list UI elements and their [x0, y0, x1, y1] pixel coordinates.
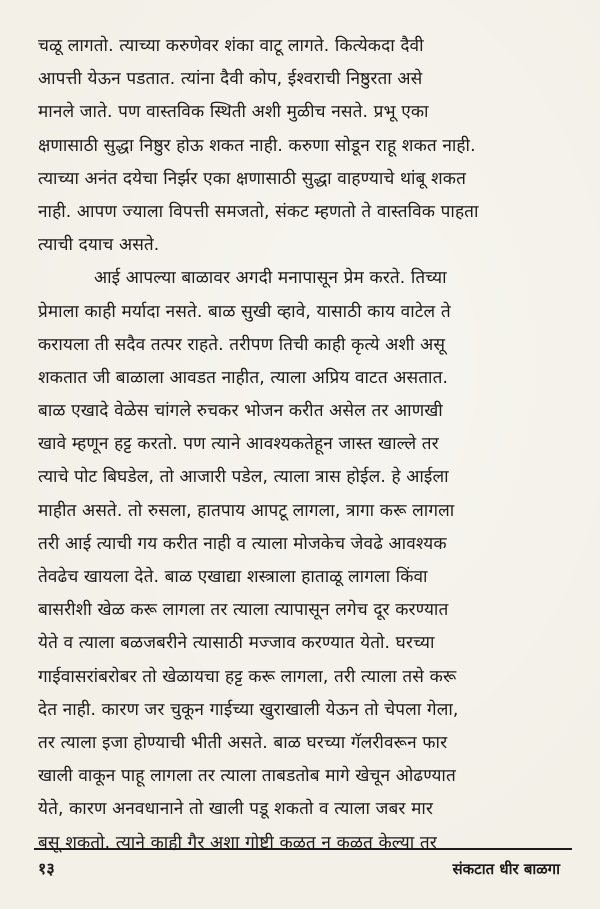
- text-line: आपत्ती येऊन पडतात. त्यांना दैवी कोप, ईश्वराची निष्ठुरता असे: [38, 69, 423, 90]
- text-line: बासरीशी खेळ करू लागला तर त्याला त्यापासून लगेच दूर करण्यात: [38, 600, 449, 621]
- body-text: [38, 30, 570, 860]
- text-line: बसू शकतो. त्याने काही गैर अशा गोष्टी कळत न कळत केल्या तर: [38, 832, 437, 853]
- footer-divider: [34, 848, 572, 850]
- text-line: गाईवासरांबरोबर तो खेळायचा हट्ट करू लागला, तरी त्याला तसे करू: [38, 666, 457, 687]
- text-line: चळू लागतो. त्याच्या करुणेवर शंका वाटू लागते. कित्येकदा दैवी: [38, 36, 424, 56]
- text-line: बाळ एखादे वेळेस चांगले रुचकर भोजन करीत असेल तर आणखी: [38, 401, 443, 422]
- text-line: तरी आई त्याची गय करीत नाही व त्याला मोजकेच जेवढे आवश्यक: [38, 533, 447, 554]
- text-line: खावे म्हणून हट्ट करतो. पण त्याने आवश्यकतेहून जास्त खाल्ले तर: [38, 434, 439, 455]
- text-line: करायला ती सदैव तत्पर राहते. तरीपण तिची काही कृत्ये अशी असू: [38, 334, 446, 355]
- text-line: आई आपल्या बाळावर अगदी मनापासून प्रेम करते. तिच्या: [94, 268, 447, 289]
- text-line: नाही. आपण ज्याला विपत्ती समजतो, संकट म्हणतो ते वास्तविक पाहता: [38, 201, 479, 222]
- text-line: त्याचे पोट बिघडेल, तो आजारी पडेल, त्याला त्रास होईल. हे आईला: [38, 467, 449, 488]
- text-line: येते व त्याला बळजबरीने त्यासाठी मज्जाव करण्यात येतो. घरच्या: [38, 633, 435, 654]
- text-line: येते, कारण अनवधानाने तो खाली पडू शकतो व त्याला जबर मार: [38, 799, 434, 820]
- text-line: खाली वाकून पाहू लागला तर त्याला ताबडतोब मागे खेचून ओढण्यात: [38, 766, 456, 787]
- text-line: माहीत असते. तो रुसला, हातपाय आपटू लागला, त्रागा करू लागला: [38, 500, 455, 521]
- text-line: मानले जाते. पण वास्तविक स्थिती अशी मुळीच नसते. प्रभू एका: [38, 102, 429, 123]
- text-line: तेवढेच खायला देते. बाळ एखाद्या शस्त्राला हाताळू लागला किंवा: [38, 567, 428, 587]
- text-line: शकतात जी बाळाला आवडत नाहीत, त्याला अप्रिय वाटत असतात.: [38, 367, 449, 388]
- text-line: त्याची दयाच असते.: [38, 235, 160, 256]
- text-line: देत नाही. कारण जर चुकून गाईच्या खुराखाली येऊन तो चेपला गेला,: [38, 699, 459, 720]
- paragraph-1: [38, 30, 570, 262]
- text-line: क्षणासाठी सुद्धा निष्ठुर होऊ शकत नाही. करुणा सोडून राहू शकत नाही.: [38, 135, 476, 156]
- paragraph-2: [38, 262, 570, 859]
- text-line: तर त्याला इजा होण्याची भीती असते. बाळ घरच्या गॅलरीवरून फार: [38, 732, 448, 753]
- page-number: १३: [38, 859, 55, 878]
- text-line: त्याच्या अनंत दयेचा निर्झर एका क्षणासाठी सुद्धा वाहण्याचे थांबू शकत: [38, 168, 466, 189]
- running-title: संकटात धीर बाळगा: [452, 860, 560, 878]
- text-line: प्रेमाला काही मर्यादा नसते. बाळ सुखी व्हावे, यासाठी काय वाटेल ते: [38, 301, 451, 322]
